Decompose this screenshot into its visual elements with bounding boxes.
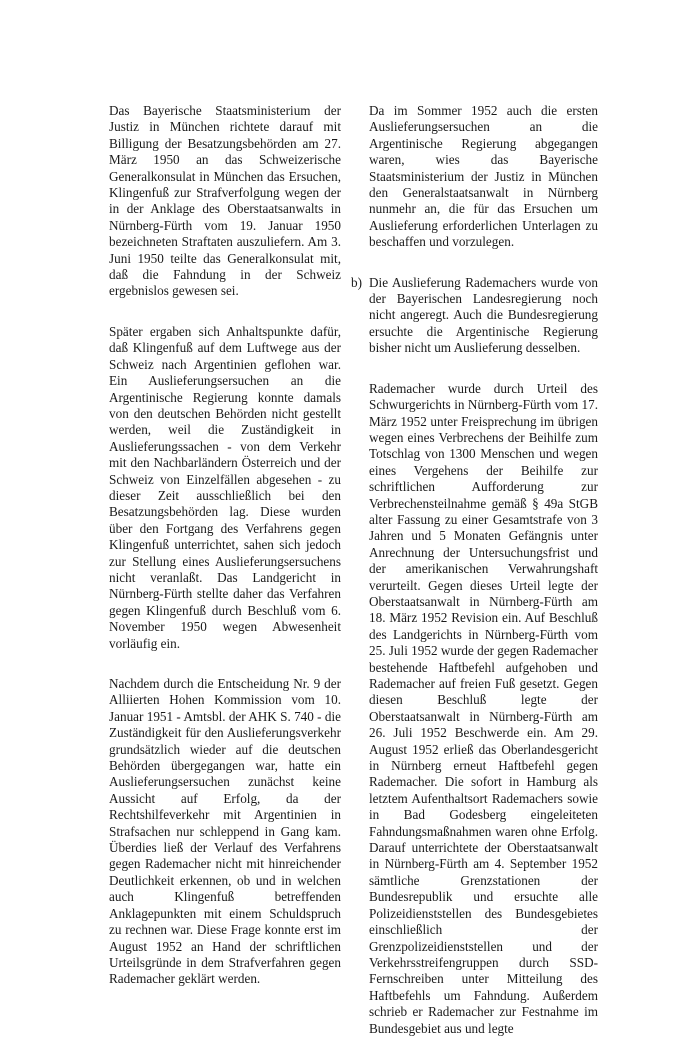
paragraph-gap	[369, 357, 598, 381]
paragraph-gap	[109, 652, 341, 676]
paragraph-flight-to-argentina: Später ergaben sich Anhaltspunkte dafür, daß Klingenfuß auf dem Luftwege aus der Schweiz nach Argentinien geflohen war. Ein Auslieferungsersuchen an die Argentinische Regierung konnte damals von den deutschen Behörden nicht gestellt werden, weil die Zuständigkeit in Auslieferungssachen - von dem Verkehr mit den Nachbarländern Österreich und der Schweiz von Einzelfällen abgesehen - zu dieser Zeit ausschließlich bei den Besatzungsbehörden lag. Diese wurden über den Fortgang des Verfahrens gegen Klingenfuß unterrichtet, sahen sich jedoch zur Stellung eines Auslieferungsersuchens nicht veranlaßt. Das Landgericht in Nürnberg-Fürth stellte daher das Verfahren gegen Klingenfuß durch Beschluß vom 6. November 1950 wegen Abwesenheit vorläufig ein.	[109, 323, 341, 651]
right-column	[351, 103, 598, 1037]
paragraph-gap	[369, 251, 598, 275]
paragraph-summer-1952: Da im Sommer 1952 auch die ersten Auslieferungsersuchen an die Argentinische Regierung abgegangen waren, wies das Bayerische Staatsministerium der Justiz in München den Generalstaatsanwalt in Nürnberg nunmehr an, die für das Ersuchen um Auslieferung erforderlichen Unterlagen zu beschaffen und vorzulegen.	[369, 103, 598, 250]
paragraph-competence-transfer: Nachdem durch die Entscheidung Nr. 9 der Alliierten Hohen Kommission vom 10. Januar 1951 - Amtsbl. der AHK S. 740 - die Zuständigkeit für den Auslieferungsverkehr grundsätzlich wieder auf die deutschen Behörden übergegangen war, hatte ein Auslieferungsersuchen zunächst keine Aussicht auf Erfolg, da der Rechtshilfeverkehr mit Argentinien in Strafsachen nur schleppend in Gang kam. Überdies ließ der Verlauf des Verfahrens gegen Rademacher nicht mit hinreichender Deutlichkeit erkennen, ob und in welchen auch Klingenfuß betreffenden Anklagepunkten mit einem Schuldspruch zu rechnen war. Diese Frage konnte erst im August 1952 an Hand der schriftlichen Urteilsgründe in dem Strafverfahren gegen Rademacher geklärt werden.	[109, 676, 341, 987]
paragraph-extradition-request-switzerland: Das Bayerische Staatsministerium der Justiz in München richtete darauf mit Billigung der Besatzungsbehörden am 27. März 1950 an das Schweizerische Generalkonsulat in München das Ersuchen, Klingenfuß zur Strafverfolgung wegen der in der Anklage des Oberstaatsanwalts in Nürnberg-Fürth vom 19. Januar 1950 bezeichneten Straftaten auszuliefern. Am 3. Juni 1950 teilte das Generalkonsulat mit, daß die Fahndung in der Schweiz ergebnislos gewesen sei.	[109, 103, 341, 299]
left-column	[109, 103, 341, 988]
list-item-b	[351, 274, 598, 357]
paragraph-gap	[109, 300, 341, 324]
list-item-text: Die Auslieferung Rademachers wurde von der Bayerischen Landesregierung noch nicht angeregt. Auch die Bundesregierung ersuchte die Argentinische Regierung bisher nicht um Auslieferung desselben.	[369, 274, 598, 356]
list-item-label: b)	[351, 274, 362, 290]
paragraph-rademacher-verdict: Rademacher wurde durch Urteil des Schwurgerichts in Nürnberg-Fürth vom 17. März 1952 unter Freisprechung im übrigen wegen eines Verbrechens der Beihilfe zum Totschlag von 1300 Menschen und wegen eines Vergehens der Beihilfe zur schriftlichen Aufforderung zur Verbrechensteilnahme gemäß § 49a StGB alter Fassung zu einer Gesamtstrafe von 3 Jahren und 5 Monaten Gefängnis unter Anrechnung der Untersuchungsfrist und der amerikanischen Verwahrungshaft verurteilt. Gegen dieses Urteil legte der Oberstaatsanwalt in Nürnberg-Fürth am 18. März 1952 Revision ein. Auf Beschluß des Landgerichts in Nürnberg-Fürth vom 25. Juli 1952 wurde der gegen Rademacher bestehende Haftbefehl aufgehoben und Rademacher auf freien Fuß gesetzt. Gegen diesen Beschluß legte der Oberstaatsanwalt in Nürnberg-Fürth am 26. Juli 1952 Beschwerde ein. Am 29. August 1952 erließ das Oberlandesgericht in Nürnberg erneut Haftbefehl gegen Rademacher. Die sofort in Hamburg als letztem Aufenthaltsort Rademachers sowie in Bad Godesberg eingeleiteten Fahndungsmaßnahmen waren ohne Erfolg. Darauf unterrichtete der Oberstaatsanwalt in Nürnberg-Fürth am 4. September 1952 sämtliche Grenzstationen der Bundesrepublik und ersuchte alle Polizeidienststellen des Bundesgebietes einschließlich der Grenzpolizeidienststellen und der Verkehrsstreifengruppen durch SSD-Fernschreiben unter Mitteilung des Haftbefehls um Fahndung. Außerdem schrieb er Rademacher zur Festnahme im Bundesgebiet aus und legte	[369, 380, 598, 1036]
